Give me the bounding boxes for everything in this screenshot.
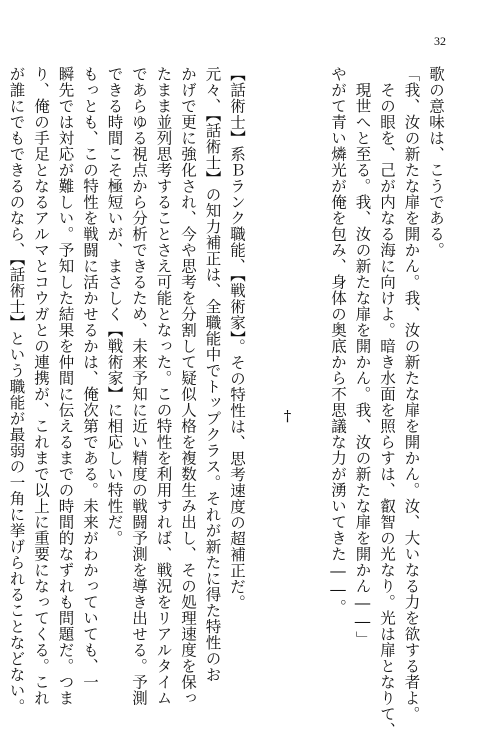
vertical-text-body — [4, 66, 448, 738]
text-line: その眼を、己が内なる海に向けよ。暗き水面を照らすは、叡智の光なり。光は扉となりて、 — [378, 81, 396, 738]
text-line: 現世へと至る。我、汝の新たな扉を開かん。我、汝の新たな扉を開かん――」 — [353, 81, 372, 647]
text-line: 「我、汝の新たな扉を開かん。我、汝の新たな扉を開かん。汝、大いなる力を欲する者よ。 — [402, 66, 421, 722]
text-line: やがて青い燐光が俺を包み、身体の奥底から不思議な力が湧いてきた――。 — [329, 66, 347, 615]
text-line: が誰にでもできるのなら、【話術士】という職能が最弱の一角に挙げられることなどない。 — [7, 66, 26, 715]
text-line: 歌の意味は、こうである。 — [427, 66, 445, 258]
text-line: できる時間こそ極短いが、まさしく【戦術家】に相応しい特性だ。 — [105, 66, 124, 546]
text-line: 瞬先では対応が難しい。予知した結果を仲間に伝えるまでの時間的なずれも問題だ。つま — [56, 66, 75, 706]
text-line: 元々、【話術士】の知力補正は、全職能中でトップクラス。それが新たに得た特性のお — [203, 66, 222, 683]
text-line: り、俺の手足となるアルマとコウガとの連携が、これまで以上に重要になってくる。これ — [32, 66, 50, 706]
dagger-mark: † — [278, 406, 297, 426]
section-divider — [275, 66, 300, 646]
text-line: もっとも、この特性を戦闘に活かせるかは、俺次第である。未来がわかっていても、一 — [81, 66, 99, 690]
page-number: 32 — [434, 34, 446, 48]
spacer — [300, 66, 326, 646]
text-line: たまま並列思考することさえ可能となった。この特性を利用すれば、戦況をリアルタイム — [154, 66, 173, 706]
text-line: 【話術士】系Ｂランク職能、【戦術家】。その特性は、思考速度の超補正だ。 — [228, 66, 246, 611]
text-line: かげで更に強化され、今や思考を分割して疑似人格を複数生み出し、その処理速度を保っ — [179, 66, 197, 706]
text-line: であらゆる視点から分析できるため、未来予知に近い精度の戦闘予測を導き出せる。予測 — [130, 66, 148, 706]
spacer — [249, 66, 275, 646]
